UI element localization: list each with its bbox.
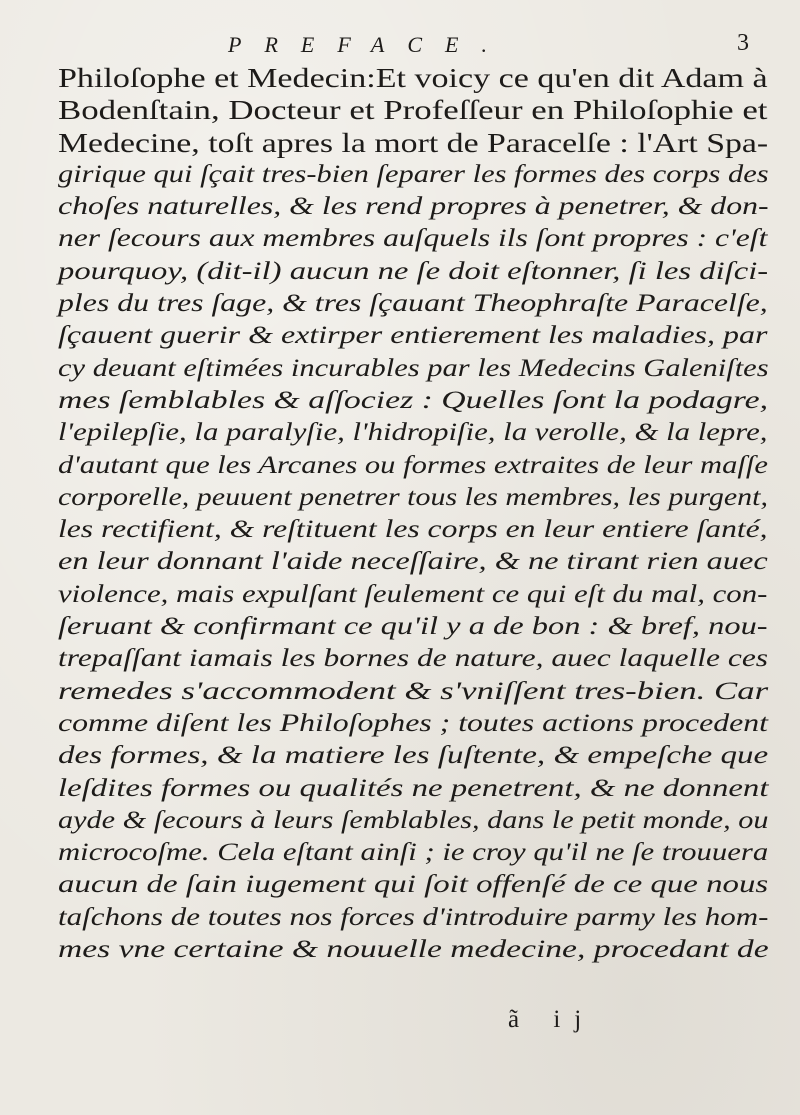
page-number: 3 bbox=[737, 30, 749, 56]
text-line: ſeruant & confirmant ce qu'il y a de bon : & bref, nou- bbox=[58, 613, 768, 641]
text-line: microcoſme. Cela eſtant ainſi ; ie croy qu'il ne ſe trouuera bbox=[58, 839, 769, 867]
text-line: Philoſophe et Medecin:Et voicy ce qu'en dit Adam à bbox=[58, 63, 768, 93]
text-line: remedes s'accommodent & s'vniſſent tres-bien. Car bbox=[58, 677, 769, 705]
text-line: en leur donnant l'aide neceſſaire, & ne tirant rien auec bbox=[58, 548, 768, 576]
text-line: mes ſemblables & aſſociez : Quelles ſont la podagre, bbox=[58, 386, 769, 414]
text-line: taſchons de toutes nos forces d'introduire parmy les hom- bbox=[58, 903, 769, 931]
text-line: ner ſecours aux membres auſquels ils ſont propres : c'eſt bbox=[58, 225, 768, 253]
text-line: comme diſent les Philoſophes ; toutes actions procedent bbox=[58, 709, 768, 737]
text-line: violence, mais expulſant ſeulement ce qui eſt du mal, con- bbox=[58, 580, 768, 608]
text-line: d'autant que les Arcanes ou formes extraites de leur maſſe bbox=[58, 451, 768, 479]
text-line: Medecine, toſt apres la mort de Paracelſe : l'Art Spa- bbox=[58, 127, 769, 158]
text-line: corporelle, peuuent penetrer tous les membres, les purgent, bbox=[58, 483, 769, 511]
text-line: pourquoy, (dit-il) aucun ne ſe doit eſtonner, ſi les diſci- bbox=[58, 257, 769, 285]
text-line: leſdites formes ou qualités ne penetrent, & ne donnent bbox=[58, 774, 769, 802]
text-line: les rectifient, & reſtituent les corps en leur entiere ſanté, bbox=[58, 516, 768, 544]
running-head bbox=[0, 30, 800, 62]
body-text bbox=[58, 62, 768, 966]
text-line: des formes, & la matiere les ſuſtente, & empeſche que bbox=[58, 742, 769, 770]
text-line: ples du tres ſage, & tres ſçauant Theophraſte Paracelſe, bbox=[58, 290, 768, 318]
text-line: ſçauent guerir & extirper entierement les maladies, par bbox=[58, 322, 768, 350]
signature-mark: ã ij bbox=[508, 1006, 596, 1033]
text-line: choſes naturelles, & les rend propres à penetrer, & don- bbox=[58, 193, 769, 221]
text-line: aucun de ſain iugement qui ſoit offenſé de ce que nous bbox=[58, 871, 769, 899]
text-line: ayde & ſecours à leurs ſemblables, dans le petit monde, ou bbox=[58, 806, 769, 834]
running-title: PREFACE. bbox=[228, 32, 510, 57]
text-line: Bodenſtain, Docteur et Profeſſeur en Philoſophie et bbox=[58, 95, 768, 126]
text-line: cy deuant eſtimées incurables par les Medecins Galeniſtes bbox=[58, 354, 769, 382]
text-line: l'epilepſie, la paralyſie, l'hidropiſie, la verolle, & la lepre, bbox=[58, 419, 768, 447]
text-line: trepaſſant iamais les bornes de nature, auec laquelle ces bbox=[58, 645, 769, 673]
text-line: girique qui ſçait tres-bien ſeparer les formes des corps des bbox=[58, 160, 769, 188]
text-line: mes vne certaine & nouuelle medecine, procedant de bbox=[58, 936, 769, 964]
